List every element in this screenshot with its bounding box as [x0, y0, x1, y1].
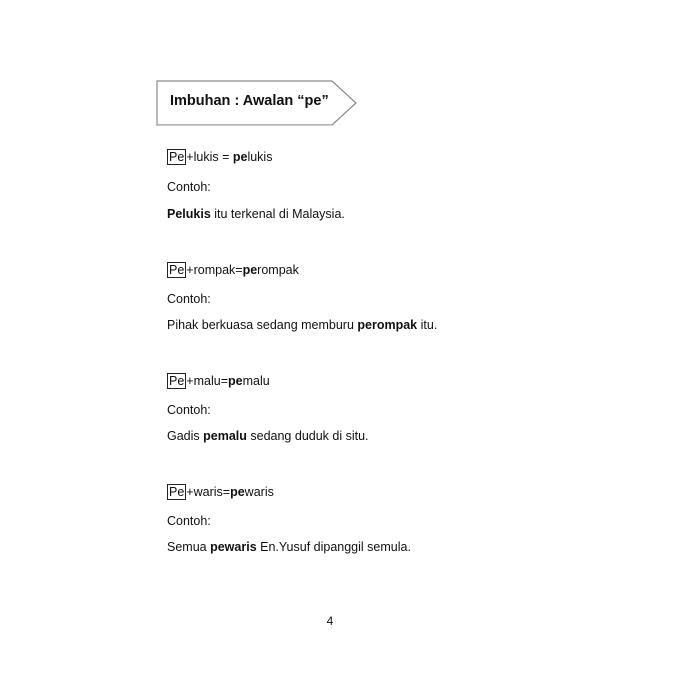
result-bold: pe: [242, 263, 258, 277]
formula-line-1: [167, 149, 272, 165]
example-after: itu.: [417, 318, 438, 332]
example-before: Pihak berkuasa sedang memburu: [167, 318, 358, 332]
contoh-label-2: Contoh:: [167, 292, 211, 306]
example-sentence-4: [167, 540, 411, 554]
formula-rest: +lukis =: [186, 150, 233, 164]
example-sentence-1: [167, 207, 345, 221]
prefix-box: Pe: [169, 263, 185, 277]
example-bold: pewaris: [210, 540, 257, 554]
formula-line-3: [167, 373, 270, 389]
example-after: itu terkenal di Malaysia.: [210, 207, 345, 221]
prefix-box: Pe: [169, 374, 185, 388]
result-rest: malu: [242, 374, 270, 388]
example-bold: pemalu: [203, 429, 247, 443]
prefix-box: Pe: [169, 485, 185, 499]
result-rest: rompak: [257, 263, 299, 277]
formula-rest: +malu=: [186, 374, 228, 388]
formula-line-2: [167, 262, 299, 278]
example-bold: perompak: [357, 318, 418, 332]
page-title: Imbuhan : Awalan “pe”: [170, 93, 329, 109]
example-before: Gadis: [167, 429, 204, 443]
example-bold: Pelukis: [167, 207, 211, 221]
contoh-label-3: Contoh:: [167, 403, 211, 417]
prefix-box: Pe: [169, 150, 185, 164]
contoh-label-1: Contoh:: [167, 180, 211, 194]
contoh-label-4: Contoh:: [167, 514, 211, 528]
formula-rest: +waris=: [186, 485, 231, 499]
page-number: 4: [326, 614, 334, 628]
formula-line-4: [167, 484, 274, 500]
formula-rest: +rompak=: [186, 263, 243, 277]
example-after: En.Yusuf dipanggil semula.: [256, 540, 411, 554]
title-banner: [156, 80, 358, 126]
result-bold: pe: [228, 374, 243, 388]
example-sentence-2: [167, 318, 437, 332]
example-after: sedang duduk di situ.: [246, 429, 369, 443]
result-bold: pe: [230, 485, 245, 499]
example-sentence-3: [167, 429, 369, 443]
result-bold: pe: [232, 150, 248, 164]
result-rest: lukis: [247, 150, 273, 164]
example-before: Semua: [167, 540, 211, 554]
result-rest: waris: [244, 485, 274, 499]
